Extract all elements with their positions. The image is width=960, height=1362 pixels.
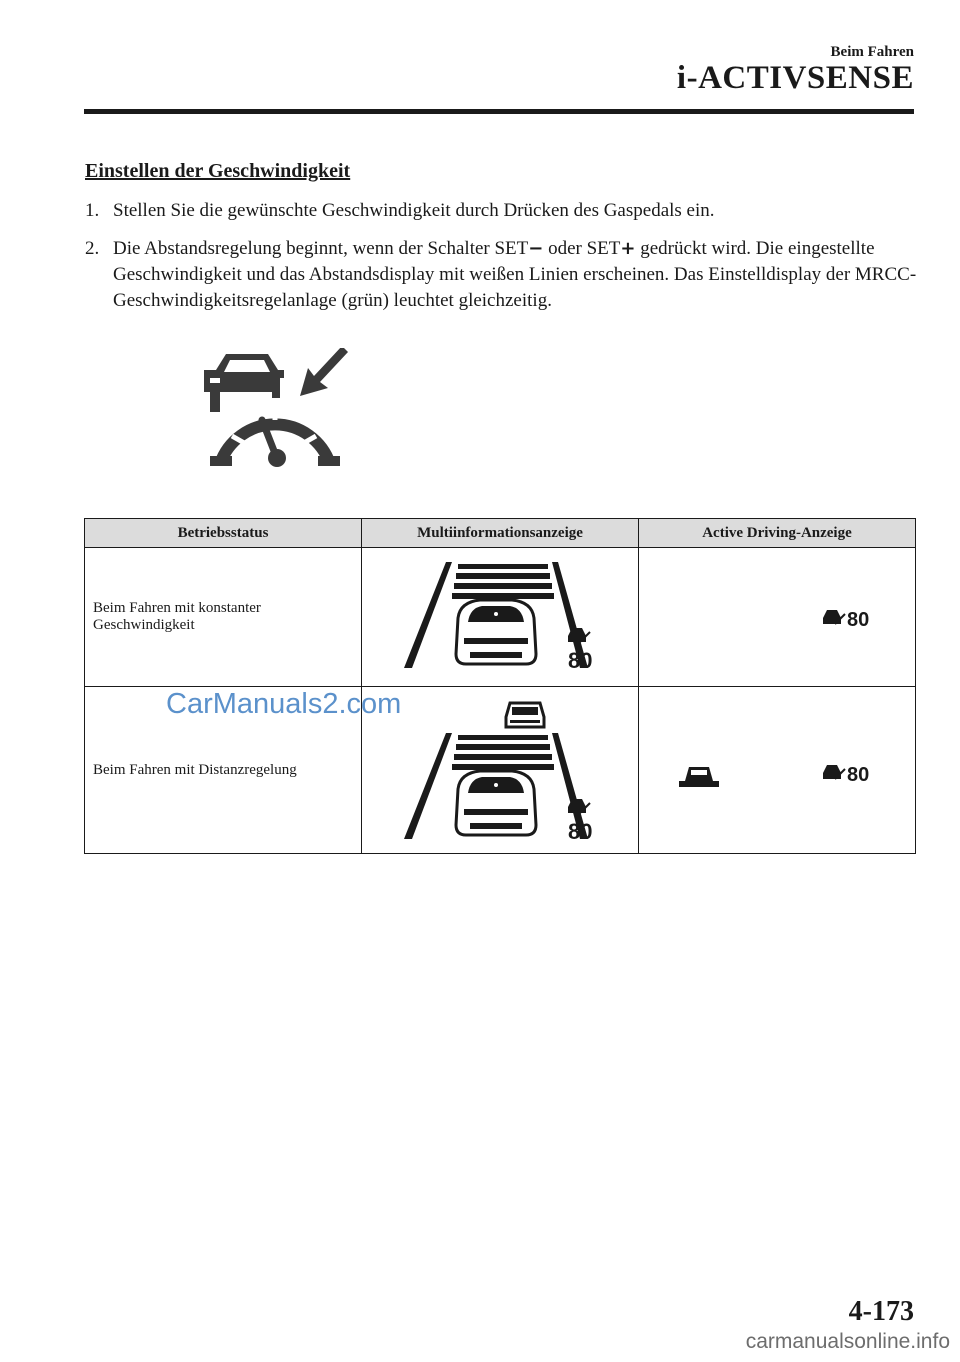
own-car-icon <box>456 600 536 664</box>
cruise-car-icon <box>568 628 590 642</box>
status-table <box>84 518 916 854</box>
cruise-car-icon <box>823 765 845 779</box>
chapter-label: Beim Fahren <box>830 44 914 60</box>
step-text: Stellen Sie die gewünschte Geschwindigkeit durch Drücken des Gaspedals ein. <box>113 200 715 221</box>
speed-value: 80 <box>847 764 870 786</box>
speed-value: 80 <box>847 609 870 631</box>
status-label: Beim Fahren mit Distanzregelung <box>85 687 362 854</box>
status-label: Beim Fahren mit konstanter Geschwindigkeit <box>85 548 362 687</box>
active-driving-display <box>639 548 916 687</box>
set-plus-symbol: + <box>620 238 636 259</box>
section-heading: Einstellen der Geschwindigkeit <box>85 160 351 182</box>
page-number: 4-173 <box>848 1296 914 1327</box>
step-text-part: gedrückt wird. Die eingestellte Geschwindigkeit und das Abstandsdisplay mit weißen Linien erscheinen. Das Einstelldisplay der MRCC-Geschwindigkeitsregelanlage (grün) leuchtet gleichzeitig. <box>113 238 917 311</box>
speed-value: 80 <box>568 818 593 843</box>
step-2 <box>85 236 917 314</box>
multiinfo-display <box>362 687 639 854</box>
step-text <box>113 236 917 314</box>
step-number: 2. <box>85 238 100 259</box>
lead-car-icon <box>506 703 544 727</box>
footer-url: carmanualsonline.info <box>745 1330 950 1353</box>
set-minus-symbol: − <box>528 238 544 259</box>
header-multiinfo: Multiinformationsanzeige <box>362 519 639 548</box>
active-driving-speed <box>639 687 915 853</box>
table-header-row <box>85 519 916 548</box>
header-rule <box>84 109 914 114</box>
cruise-car-icon <box>568 799 590 813</box>
cruise-car-icon <box>823 610 845 624</box>
page-title: i-ACTIVSENSE <box>676 60 914 96</box>
step-text-part: oder SET <box>543 238 621 259</box>
watermark: CarManuals2.com <box>166 688 402 720</box>
lead-car-icon <box>679 767 719 787</box>
header-betriebsstatus: Betriebsstatus <box>85 519 362 548</box>
header-active-driving: Active Driving-Anzeige <box>639 519 916 548</box>
multiinfo-display <box>362 548 639 687</box>
own-car-icon <box>456 771 536 835</box>
lane-display-icon <box>400 693 600 843</box>
active-driving-speed <box>639 548 915 686</box>
table-row <box>85 548 916 687</box>
mrcc-indicator-icon <box>196 348 356 472</box>
speed-value: 80 <box>568 647 593 673</box>
step-1 <box>85 198 917 224</box>
step-number: 1. <box>85 200 100 221</box>
lane-display-icon <box>400 556 600 674</box>
active-driving-display <box>639 687 916 854</box>
step-text-part: Die Abstandsregelung beginnt, wenn der Schalter SET <box>113 238 529 259</box>
